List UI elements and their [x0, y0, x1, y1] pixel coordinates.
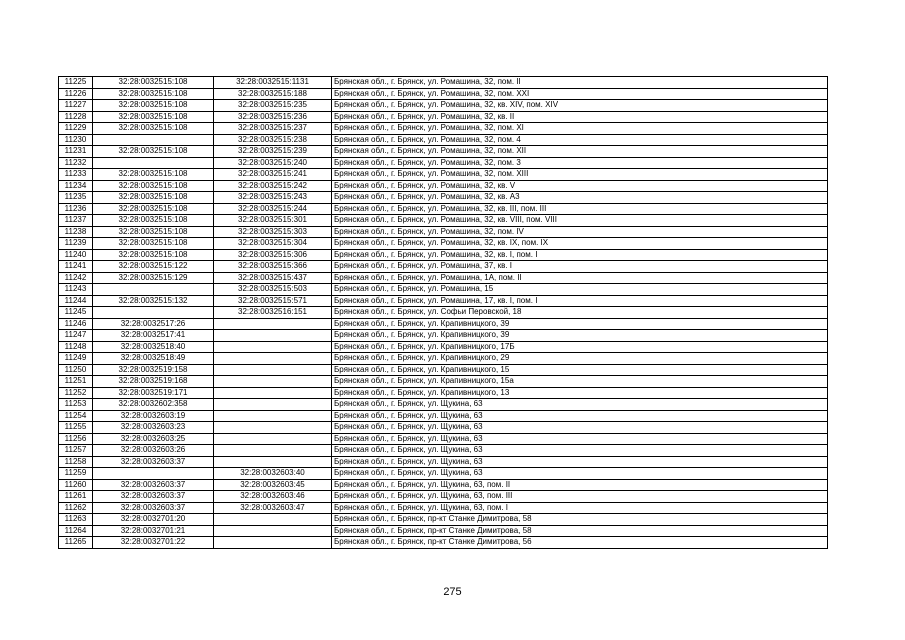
parent-cadastral-number-cell: 32:28:0032701:20: [93, 514, 214, 526]
address-cell: Брянская обл., г. Брянск, ул. Крапивницкого, 15: [332, 364, 828, 376]
table-row: [59, 537, 828, 549]
table-row: [59, 433, 828, 445]
table-row: [59, 203, 828, 215]
row-number-cell: 11255: [59, 422, 93, 434]
table-row: [59, 364, 828, 376]
parent-cadastral-number-cell: 32:28:0032515:108: [93, 100, 214, 112]
table-row: [59, 456, 828, 468]
row-number-cell: 11245: [59, 307, 93, 319]
table-row: [59, 215, 828, 227]
cadastral-number-cell: [214, 433, 332, 445]
parent-cadastral-number-cell: [93, 307, 214, 319]
address-cell: Брянская обл., г. Брянск, ул. Крапивницкого, 39: [332, 330, 828, 342]
cadastral-number-cell: 32:28:0032515:235: [214, 100, 332, 112]
address-cell: Брянская обл., г. Брянск, ул. Щукина, 63: [332, 422, 828, 434]
row-number-cell: 11261: [59, 491, 93, 503]
parent-cadastral-number-cell: 32:28:0032519:158: [93, 364, 214, 376]
row-number-cell: 11262: [59, 502, 93, 514]
row-number-cell: 11265: [59, 537, 93, 549]
row-number-cell: 11258: [59, 456, 93, 468]
cadastral-number-cell: 32:28:0032515:1131: [214, 77, 332, 89]
parent-cadastral-number-cell: 32:28:0032603:37: [93, 502, 214, 514]
row-number-cell: 11260: [59, 479, 93, 491]
parent-cadastral-number-cell: 32:28:0032519:171: [93, 387, 214, 399]
cadastral-number-cell: 32:28:0032515:238: [214, 134, 332, 146]
row-number-cell: 11263: [59, 514, 93, 526]
cadastral-number-cell: 32:28:0032515:503: [214, 284, 332, 296]
address-cell: Брянская обл., г. Брянск, ул. Ромашина, 32, кв. II: [332, 111, 828, 123]
table-row: [59, 330, 828, 342]
registry-table-body: [59, 77, 828, 549]
address-cell: Брянская обл., г. Брянск, ул. Ромашина, 37, кв. I: [332, 261, 828, 273]
address-cell: Брянская обл., г. Брянск, ул. Ромашина, 32, пом. 3: [332, 157, 828, 169]
address-cell: Брянская обл., г. Брянск, пр-кт Станке Димитрова, 58: [332, 514, 828, 526]
address-cell: Брянская обл., г. Брянск, ул. Щукина, 63: [332, 410, 828, 422]
address-cell: Брянская обл., г. Брянск, ул. Софьи Перовской, 18: [332, 307, 828, 319]
address-cell: Брянская обл., г. Брянск, ул. Ромашина, 32, кв. А3: [332, 192, 828, 204]
table-row: [59, 468, 828, 480]
row-number-cell: 11227: [59, 100, 93, 112]
row-number-cell: 11229: [59, 123, 93, 135]
row-number-cell: 11231: [59, 146, 93, 158]
row-number-cell: 11235: [59, 192, 93, 204]
table-row: [59, 134, 828, 146]
page-number: 275: [443, 586, 462, 598]
parent-cadastral-number-cell: 32:28:0032515:108: [93, 146, 214, 158]
table-row: [59, 422, 828, 434]
table-row: [59, 525, 828, 537]
table-row: [59, 307, 828, 319]
parent-cadastral-number-cell: [93, 157, 214, 169]
table-row: [59, 77, 828, 89]
row-number-cell: 11248: [59, 341, 93, 353]
cadastral-number-cell: [214, 341, 332, 353]
cadastral-number-cell: [214, 445, 332, 457]
row-number-cell: 11250: [59, 364, 93, 376]
cadastral-number-cell: [214, 364, 332, 376]
cadastral-number-cell: 32:28:0032515:437: [214, 272, 332, 284]
parent-cadastral-number-cell: 32:28:0032603:23: [93, 422, 214, 434]
parent-cadastral-number-cell: 32:28:0032515:108: [93, 192, 214, 204]
table-row: [59, 318, 828, 330]
cadastral-number-cell: 32:28:0032515:241: [214, 169, 332, 181]
address-cell: Брянская обл., г. Брянск, ул. Ромашина, 32, пом. II: [332, 77, 828, 89]
table-row: [59, 295, 828, 307]
address-cell: Брянская обл., г. Брянск, пр-кт Станке Димитрова, 56: [332, 537, 828, 549]
table-row: [59, 502, 828, 514]
table-row: [59, 180, 828, 192]
table-row: [59, 341, 828, 353]
address-cell: Брянская обл., г. Брянск, ул. Ромашина, 32, кв. XIV, пом. XIV: [332, 100, 828, 112]
cadastral-number-cell: 32:28:0032515:188: [214, 88, 332, 100]
parent-cadastral-number-cell: 32:28:0032519:168: [93, 376, 214, 388]
parent-cadastral-number-cell: [93, 134, 214, 146]
table-row: [59, 157, 828, 169]
row-number-cell: 11234: [59, 180, 93, 192]
parent-cadastral-number-cell: 32:28:0032602:358: [93, 399, 214, 411]
address-cell: Брянская обл., г. Брянск, ул. Щукина, 63: [332, 433, 828, 445]
row-number-cell: 11237: [59, 215, 93, 227]
parent-cadastral-number-cell: 32:28:0032603:19: [93, 410, 214, 422]
parent-cadastral-number-cell: 32:28:0032515:108: [93, 88, 214, 100]
row-number-cell: 11249: [59, 353, 93, 365]
table-row: [59, 514, 828, 526]
parent-cadastral-number-cell: 32:28:0032603:37: [93, 479, 214, 491]
cadastral-number-cell: [214, 525, 332, 537]
address-cell: Брянская обл., г. Брянск, ул. Ромашина, 32, пом. XII: [332, 146, 828, 158]
parent-cadastral-number-cell: [93, 468, 214, 480]
parent-cadastral-number-cell: 32:28:0032603:25: [93, 433, 214, 445]
address-cell: Брянская обл., г. Брянск, ул. Ромашина, 32, пом. IV: [332, 226, 828, 238]
table-row: [59, 410, 828, 422]
table-row: [59, 284, 828, 296]
registry-table: [58, 76, 828, 549]
parent-cadastral-number-cell: 32:28:0032515:108: [93, 123, 214, 135]
cadastral-number-cell: [214, 387, 332, 399]
cadastral-number-cell: 32:28:0032515:239: [214, 146, 332, 158]
address-cell: Брянская обл., г. Брянск, ул. Крапивницкого, 17Б: [332, 341, 828, 353]
row-number-cell: 11226: [59, 88, 93, 100]
row-number-cell: 11230: [59, 134, 93, 146]
table-row: [59, 100, 828, 112]
address-cell: Брянская обл., г. Брянск, ул. Ромашина, 32, пом. XI: [332, 123, 828, 135]
row-number-cell: 11264: [59, 525, 93, 537]
address-cell: Брянская обл., г. Брянск, ул. Крапивницкого, 29: [332, 353, 828, 365]
table-row: [59, 169, 828, 181]
parent-cadastral-number-cell: 32:28:0032515:108: [93, 111, 214, 123]
cadastral-number-cell: 32:28:0032515:242: [214, 180, 332, 192]
address-cell: Брянская обл., г. Брянск, ул. Ромашина, 32, пом. 4: [332, 134, 828, 146]
cadastral-number-cell: 32:28:0032516:151: [214, 307, 332, 319]
table-row: [59, 249, 828, 261]
address-cell: Брянская обл., г. Брянск, ул. Ромашина, 32, кв. III, пом. III: [332, 203, 828, 215]
row-number-cell: 11253: [59, 399, 93, 411]
cadastral-number-cell: 32:28:0032515:303: [214, 226, 332, 238]
row-number-cell: 11240: [59, 249, 93, 261]
row-number-cell: 11232: [59, 157, 93, 169]
parent-cadastral-number-cell: 32:28:0032515:108: [93, 203, 214, 215]
parent-cadastral-number-cell: 32:28:0032517:41: [93, 330, 214, 342]
parent-cadastral-number-cell: 32:28:0032515:129: [93, 272, 214, 284]
parent-cadastral-number-cell: 32:28:0032518:49: [93, 353, 214, 365]
row-number-cell: 11252: [59, 387, 93, 399]
parent-cadastral-number-cell: 32:28:0032515:132: [93, 295, 214, 307]
address-cell: Брянская обл., г. Брянск, ул. Ромашина, 32, кв. VIII, пом. VIII: [332, 215, 828, 227]
row-number-cell: 11236: [59, 203, 93, 215]
table-row: [59, 226, 828, 238]
cadastral-number-cell: [214, 422, 332, 434]
parent-cadastral-number-cell: 32:28:0032515:108: [93, 226, 214, 238]
table-row: [59, 88, 828, 100]
cadastral-number-cell: 32:28:0032515:243: [214, 192, 332, 204]
row-number-cell: 11228: [59, 111, 93, 123]
row-number-cell: 11244: [59, 295, 93, 307]
cadastral-number-cell: [214, 330, 332, 342]
cadastral-number-cell: [214, 456, 332, 468]
address-cell: Брянская обл., г. Брянск, ул. Ромашина, 32, кв. I, пом. I: [332, 249, 828, 261]
address-cell: Брянская обл., г. Брянск, ул. Ромашина, 32, пом. XIII: [332, 169, 828, 181]
cadastral-number-cell: 32:28:0032515:244: [214, 203, 332, 215]
address-cell: Брянская обл., г. Брянск, ул. Крапивницкого, 15а: [332, 376, 828, 388]
parent-cadastral-number-cell: [93, 284, 214, 296]
cadastral-number-cell: [214, 537, 332, 549]
row-number-cell: 11225: [59, 77, 93, 89]
address-cell: Брянская обл., г. Брянск, ул. Ромашина, 32, кв. V: [332, 180, 828, 192]
table-row: [59, 387, 828, 399]
cadastral-number-cell: [214, 376, 332, 388]
cadastral-number-cell: [214, 410, 332, 422]
row-number-cell: 11256: [59, 433, 93, 445]
row-number-cell: 11251: [59, 376, 93, 388]
parent-cadastral-number-cell: 32:28:0032515:122: [93, 261, 214, 273]
row-number-cell: 11242: [59, 272, 93, 284]
table-row: [59, 272, 828, 284]
cadastral-number-cell: 32:28:0032515:301: [214, 215, 332, 227]
table-row: [59, 479, 828, 491]
cadastral-number-cell: 32:28:0032515:571: [214, 295, 332, 307]
row-number-cell: 11257: [59, 445, 93, 457]
cadastral-number-cell: 32:28:0032603:40: [214, 468, 332, 480]
parent-cadastral-number-cell: 32:28:0032515:108: [93, 215, 214, 227]
cadastral-number-cell: [214, 353, 332, 365]
row-number-cell: 11241: [59, 261, 93, 273]
parent-cadastral-number-cell: 32:28:0032515:108: [93, 249, 214, 261]
table-row: [59, 192, 828, 204]
cadastral-number-cell: 32:28:0032515:240: [214, 157, 332, 169]
parent-cadastral-number-cell: 32:28:0032515:108: [93, 180, 214, 192]
row-number-cell: 11233: [59, 169, 93, 181]
table-row: [59, 238, 828, 250]
address-cell: Брянская обл., г. Брянск, ул. Ромашина, 32, пом. XXI: [332, 88, 828, 100]
cadastral-number-cell: 32:28:0032515:237: [214, 123, 332, 135]
table-row: [59, 123, 828, 135]
address-cell: Брянская обл., г. Брянск, ул. Щукина, 63, пом. II: [332, 479, 828, 491]
row-number-cell: 11259: [59, 468, 93, 480]
table-row: [59, 376, 828, 388]
row-number-cell: 11239: [59, 238, 93, 250]
cadastral-number-cell: 32:28:0032603:46: [214, 491, 332, 503]
address-cell: Брянская обл., г. Брянск, ул. Щукина, 63, пом. I: [332, 502, 828, 514]
table-row: [59, 353, 828, 365]
table-row: [59, 111, 828, 123]
address-cell: Брянская обл., г. Брянск, ул. Крапивницкого, 39: [332, 318, 828, 330]
table-row: [59, 445, 828, 457]
address-cell: Брянская обл., г. Брянск, ул. Ромашина, 15: [332, 284, 828, 296]
parent-cadastral-number-cell: 32:28:0032518:40: [93, 341, 214, 353]
address-cell: Брянская обл., г. Брянск, ул. Щукина, 63: [332, 399, 828, 411]
table-row: [59, 491, 828, 503]
parent-cadastral-number-cell: 32:28:0032517:26: [93, 318, 214, 330]
parent-cadastral-number-cell: 32:28:0032701:22: [93, 537, 214, 549]
row-number-cell: 11238: [59, 226, 93, 238]
cadastral-number-cell: 32:28:0032515:306: [214, 249, 332, 261]
parent-cadastral-number-cell: 32:28:0032701:21: [93, 525, 214, 537]
cadastral-number-cell: 32:28:0032515:366: [214, 261, 332, 273]
cadastral-number-cell: 32:28:0032515:304: [214, 238, 332, 250]
parent-cadastral-number-cell: 32:28:0032603:37: [93, 491, 214, 503]
cadastral-number-cell: 32:28:0032603:45: [214, 479, 332, 491]
address-cell: Брянская обл., г. Брянск, ул. Щукина, 63: [332, 456, 828, 468]
cadastral-number-cell: 32:28:0032603:47: [214, 502, 332, 514]
parent-cadastral-number-cell: 32:28:0032603:26: [93, 445, 214, 457]
address-cell: Брянская обл., г. Брянск, ул. Ромашина, 1А, пом. II: [332, 272, 828, 284]
address-cell: Брянская обл., г. Брянск, пр-кт Станке Димитрова, 58: [332, 525, 828, 537]
address-cell: Брянская обл., г. Брянск, ул. Крапивницкого, 13: [332, 387, 828, 399]
address-cell: Брянская обл., г. Брянск, ул. Щукина, 63: [332, 468, 828, 480]
address-cell: Брянская обл., г. Брянск, ул. Щукина, 63, пом. III: [332, 491, 828, 503]
table-row: [59, 146, 828, 158]
address-cell: Брянская обл., г. Брянск, ул. Щукина, 63: [332, 445, 828, 457]
row-number-cell: 11247: [59, 330, 93, 342]
row-number-cell: 11254: [59, 410, 93, 422]
address-cell: Брянская обл., г. Брянск, ул. Ромашина, 32, кв. IX, пом. IX: [332, 238, 828, 250]
address-cell: Брянская обл., г. Брянск, ул. Ромашина, 17, кв. I, пом. I: [332, 295, 828, 307]
parent-cadastral-number-cell: 32:28:0032515:108: [93, 77, 214, 89]
cadastral-number-cell: [214, 514, 332, 526]
cadastral-number-cell: [214, 318, 332, 330]
cadastral-number-cell: [214, 399, 332, 411]
row-number-cell: 11246: [59, 318, 93, 330]
row-number-cell: 11243: [59, 284, 93, 296]
table-row: [59, 399, 828, 411]
table-row: [59, 261, 828, 273]
parent-cadastral-number-cell: 32:28:0032515:108: [93, 238, 214, 250]
parent-cadastral-number-cell: 32:28:0032603:37: [93, 456, 214, 468]
parent-cadastral-number-cell: 32:28:0032515:108: [93, 169, 214, 181]
cadastral-number-cell: 32:28:0032515:236: [214, 111, 332, 123]
